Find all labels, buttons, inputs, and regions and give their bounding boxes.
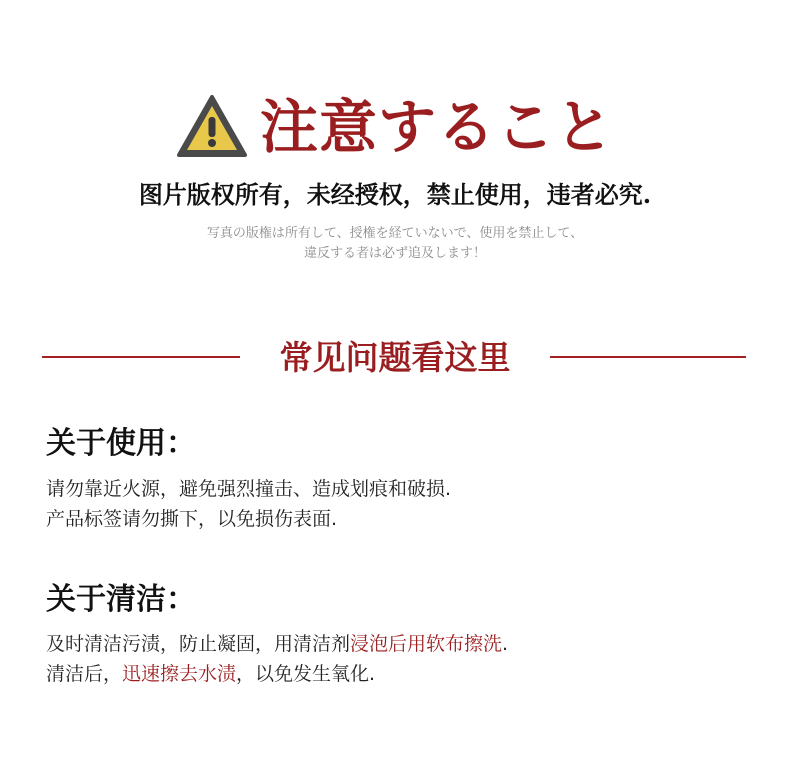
copyright-notice-cn: 图片版权所有，未经授权，禁止使用，违者必究. — [138, 180, 652, 209]
cleaning-line-1-end: . — [502, 633, 509, 655]
usage-line-1: 请勿靠近火源，避免强烈撞击、造成划痕和破损. — [46, 478, 452, 500]
cleaning-line-2-highlight: 迅速擦去水渍 — [122, 663, 237, 685]
copyright-jp-line2: 違反する者は必ず追及します！ — [303, 246, 486, 261]
warning-icon — [176, 93, 248, 159]
cleaning-line-2 — [46, 659, 375, 689]
divider-left — [42, 356, 240, 358]
cleaning-line-1 — [46, 629, 508, 659]
page-title: 注意すること — [260, 93, 615, 161]
cleaning-section-title: 关于清洁： — [46, 582, 196, 617]
faq-heading: 常见问题看这里 — [279, 338, 511, 377]
cleaning-line-1-text: 及时清洁污渍，防止凝固，用清洁剂 — [46, 633, 351, 655]
cleaning-line-1-highlight: 浸泡后用软布擦洗 — [350, 633, 503, 655]
usage-line-2: 产品标签请勿撕下，以免损伤表面. — [46, 508, 338, 530]
divider-right — [550, 356, 746, 358]
usage-section-title: 关于使用： — [46, 426, 196, 461]
copyright-jp-line1: 写真の版権は所有して、授権を経ていないで、使用を禁止して、 — [206, 226, 584, 241]
copyright-notice-jp — [0, 224, 790, 264]
cleaning-line-2-text: 清洁后， — [46, 663, 123, 685]
cleaning-line-2-end: ，以免发生氧化. — [236, 663, 376, 685]
